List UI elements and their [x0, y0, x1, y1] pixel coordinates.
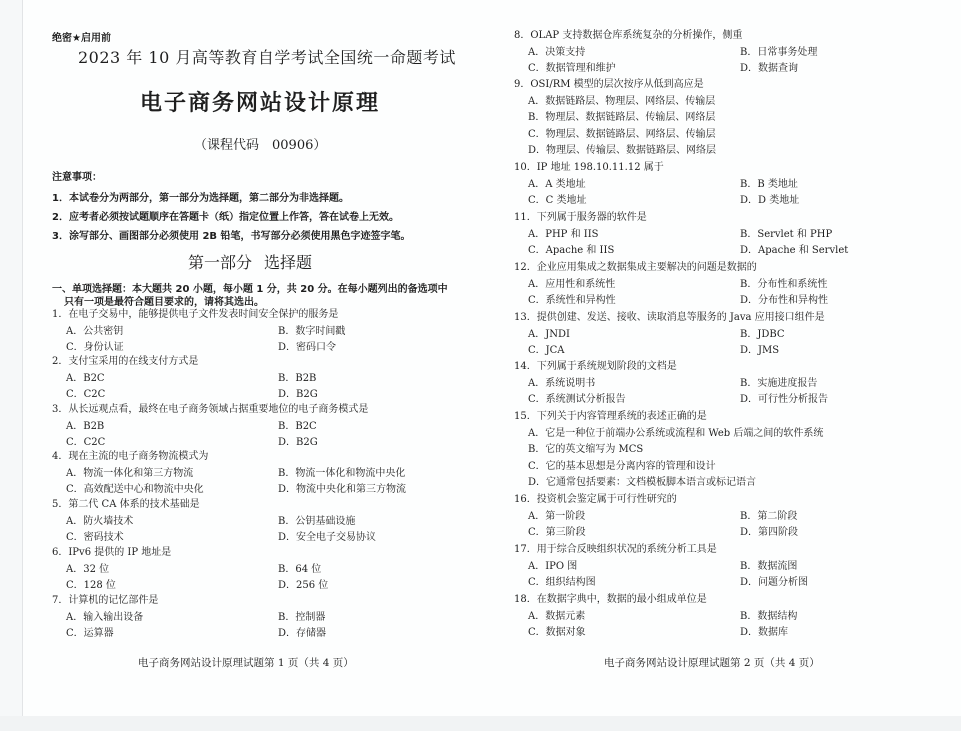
- option-d: D．B2G: [278, 437, 318, 448]
- option-d: D．数据查询: [740, 63, 799, 74]
- option-b: B．公钥基础设施: [278, 515, 356, 527]
- option-b: B．第二阶段: [740, 510, 798, 522]
- section-desc-line-1: 一、单项选择题：本大题共 20 小题，每小题 1 分，共 20 分。在每小题列出的备选项中: [52, 284, 448, 295]
- option-c: C．高效配送中心和物流中央化: [66, 484, 204, 495]
- question-stem: 5．第二代 CA 体系的技术基础是: [52, 499, 200, 510]
- option-d: D．可行性分析报告: [740, 394, 829, 405]
- option-c: C．数据管理和维护: [528, 63, 616, 74]
- notes-heading: 注意事项：: [52, 172, 102, 183]
- page-footer: 电子商务网站设计原理试题第 2 页（共 4 页）: [604, 657, 820, 669]
- option-b: B．数据结构: [740, 610, 798, 622]
- question-16: [514, 492, 954, 542]
- option-d: D．Apache 和 Servlet: [740, 245, 849, 256]
- question-stem: 1．在电子交易中，能够提供电子文件发表时间安全保护的服务是: [52, 309, 339, 320]
- question-stem: 7．计算机的记忆部件是: [52, 595, 159, 606]
- question-options: [514, 609, 954, 642]
- option-b: B．物理层、数据链路层、传输层、网络层: [528, 112, 716, 123]
- option-b: B．实施进度报告: [740, 377, 818, 389]
- part-heading: [188, 250, 312, 273]
- question-options: [52, 371, 492, 404]
- question-stem: 15．下列关于内容管理系统的表述正确的是: [514, 411, 707, 422]
- option-b: B．数据流图: [740, 560, 798, 572]
- option-a: A．32 位: [66, 563, 110, 575]
- question-options: [52, 610, 492, 643]
- question-options: [514, 426, 954, 492]
- option-d: D．问题分析图: [740, 577, 809, 588]
- option-c: C．它的基本思想是分离内容的管理和设计: [528, 460, 716, 472]
- question-11: [514, 210, 954, 260]
- question-stem: 17．用于综合反映组织状况的系统分析工具是: [514, 544, 717, 555]
- question-9: [514, 77, 954, 160]
- option-c: C．C2C: [66, 437, 106, 448]
- option-a: A．第一阶段: [528, 510, 586, 522]
- confidentiality-label: 绝密★启用前: [52, 33, 111, 44]
- option-a: A．输入输出设备: [66, 611, 144, 623]
- option-a: A．公共密钥: [66, 325, 124, 337]
- option-c: C．JCA: [528, 345, 565, 356]
- option-b: B．日常事务处理: [740, 46, 818, 58]
- question-stem: 13．提供创建、发送、接收、读取消息等服务的 Java 应用接口组件是: [514, 312, 825, 323]
- question-options: [514, 45, 954, 78]
- option-a: A．B2C: [66, 372, 105, 384]
- option-d: D．它通常包括要素：文档模板脚本语言或标记语言: [528, 477, 757, 488]
- question-stem: 14．下列属于系统规划阶段的文档是: [514, 361, 677, 372]
- option-a: A．IPO 图: [528, 560, 578, 572]
- option-a: A．防火墙技术: [66, 515, 134, 527]
- option-d: D．JMS: [740, 345, 780, 356]
- option-c: C．运算器: [66, 628, 114, 639]
- option-c: C．C2C: [66, 389, 106, 400]
- question-options: [514, 227, 954, 260]
- option-c: C．第三阶段: [528, 527, 586, 538]
- option-a: A．A 类地址: [528, 178, 586, 190]
- question-stem: 8．OLAP 支持数据仓库系统复杂的分析操作，侧重: [514, 30, 743, 41]
- question-3: [52, 402, 492, 452]
- part-subtitle: 选择题: [264, 253, 313, 272]
- option-d: D．分布性和异构性: [740, 295, 829, 306]
- option-b: B．JDBC: [740, 328, 785, 340]
- option-c: C．Apache 和 IIS: [528, 245, 615, 256]
- question-8: [514, 28, 954, 78]
- option-a: A．PHP 和 IIS: [528, 228, 599, 240]
- option-c: C．密码技术: [66, 532, 124, 543]
- question-stem: 3．从长远观点看，最终在电子商务领域占据重要地位的电子商务模式是: [52, 404, 369, 415]
- question-options: [514, 376, 954, 409]
- option-a: A．决策支持: [528, 46, 586, 58]
- question-stem: 12．企业应用集成之数据集成主要解决的问题是数据的: [514, 262, 757, 273]
- option-c: C．身份认证: [66, 342, 124, 353]
- page-footer: 电子商务网站设计原理试题第 1 页（共 4 页）: [138, 657, 354, 669]
- option-b: B．数字时间戳: [278, 325, 346, 337]
- note-item: 1．本试卷分为两部分，第一部分为选择题，第二部分为非选择题。: [52, 193, 349, 204]
- section-desc-line-2: 只有一项是最符合题目要求的，请将其选出。: [64, 297, 264, 308]
- question-stem: 9．OSI/RM 模型的层次按序从低到高应是: [514, 79, 704, 90]
- part-title: 第一部分: [188, 253, 253, 272]
- option-b: B．物流一体化和物流中央化: [278, 467, 406, 479]
- question-stem: 11．下列属于服务器的软件是: [514, 212, 647, 223]
- question-4: [52, 449, 492, 499]
- question-15: [514, 409, 954, 492]
- question-options: [514, 327, 954, 360]
- question-options: [514, 94, 954, 160]
- option-c: C．系统测试分析报告: [528, 394, 626, 405]
- option-d: D．安全电子交易协议: [278, 532, 377, 543]
- option-a: A．物流一体化和第三方物流: [66, 467, 194, 479]
- question-options: [52, 514, 492, 547]
- question-18: [514, 592, 954, 642]
- question-stem: 2．支付宝采用的在线支付方式是: [52, 356, 199, 367]
- question-options: [514, 177, 954, 210]
- exam-title: 2023 年 10 月高等教育自学考试全国统一命题考试: [78, 48, 456, 67]
- question-1: [52, 307, 492, 357]
- option-b: B．B 类地址: [740, 178, 798, 190]
- option-d: D．物理层、传输层、数据链路层、网络层: [528, 145, 717, 156]
- course-code: （课程代码 00906）: [194, 138, 327, 153]
- option-a: A．它是一种位于前端办公系统或流程和 Web 后端之间的软件系统: [528, 427, 824, 439]
- option-c: C．系统性和异构性: [528, 295, 616, 306]
- question-options: [52, 466, 492, 499]
- question-stem: 16．投资机会鉴定属于可行性研究的: [514, 494, 677, 505]
- question-10: [514, 160, 954, 210]
- option-b: B．它的英文缩写为 MCS: [528, 444, 644, 455]
- option-d: D．数据库: [740, 627, 789, 638]
- question-options: [514, 277, 954, 310]
- option-d: D．密码口令: [278, 342, 337, 353]
- option-d: D．D 类地址: [740, 195, 800, 206]
- option-c: C．128 位: [66, 580, 116, 591]
- section-instructions: [52, 283, 472, 309]
- option-d: D．物流中央化和第三方物流: [278, 484, 407, 495]
- option-d: D．256 位: [278, 580, 329, 591]
- option-a: A．B2B: [66, 420, 105, 432]
- question-14: [514, 359, 954, 409]
- option-c: C．C 类地址: [528, 195, 587, 206]
- option-a: A．数据元素: [528, 610, 586, 622]
- option-a: A．数据链路层、物理层、网络层、传输层: [528, 95, 716, 107]
- option-a: A．JNDI: [528, 328, 570, 340]
- question-7: [52, 593, 492, 643]
- question-options: [52, 324, 492, 357]
- question-options: [514, 509, 954, 542]
- option-a: A．应用性和系统性: [528, 278, 616, 290]
- option-c: C．物理层、数据链路层、网络层、传输层: [528, 128, 716, 140]
- option-a: A．系统说明书: [528, 377, 596, 389]
- question-6: [52, 545, 492, 595]
- question-stem: 18．在数据字典中，数据的最小组成单位是: [514, 594, 707, 605]
- question-options: [514, 559, 954, 592]
- option-b: B．控制器: [278, 611, 326, 623]
- option-d: D．存储器: [278, 628, 327, 639]
- option-d: D．B2G: [278, 389, 318, 400]
- option-c: C．数据对象: [528, 627, 586, 638]
- option-b: B．分布性和系统性: [740, 278, 828, 290]
- exam-page-2: [514, 0, 954, 716]
- question-stem: 4．现在主流的电子商务物流模式为: [52, 451, 209, 462]
- scan-bottom-edge: [0, 716, 961, 731]
- question-stem: 6．IPv6 提供的 IP 地址是: [52, 547, 172, 558]
- option-d: D．第四阶段: [740, 527, 799, 538]
- option-c: C．组织结构图: [528, 577, 596, 588]
- question-stem: 10．IP 地址 198.10.11.12 属于: [514, 162, 664, 173]
- note-item: 3．涂写部分、画图部分必须使用 2B 铅笔，书写部分必须使用黑色字迹签字笔。: [52, 231, 411, 242]
- option-b: B．B2B: [278, 372, 317, 384]
- option-b: B．B2C: [278, 420, 317, 432]
- option-b: B．Servlet 和 PHP: [740, 228, 833, 240]
- option-b: B．64 位: [278, 563, 322, 575]
- question-17: [514, 542, 954, 592]
- question-options: [52, 419, 492, 452]
- exam-page-1: [52, 0, 472, 716]
- subject-title: 电子商务网站设计原理: [140, 91, 381, 116]
- question-5: [52, 497, 492, 547]
- note-item: 2．应考者必须按试题顺序在答题卡（纸）指定位置上作答，答在试卷上无效。: [52, 212, 399, 223]
- question-12: [514, 260, 954, 310]
- question-2: [52, 354, 492, 404]
- question-options: [52, 562, 492, 595]
- question-13: [514, 310, 954, 360]
